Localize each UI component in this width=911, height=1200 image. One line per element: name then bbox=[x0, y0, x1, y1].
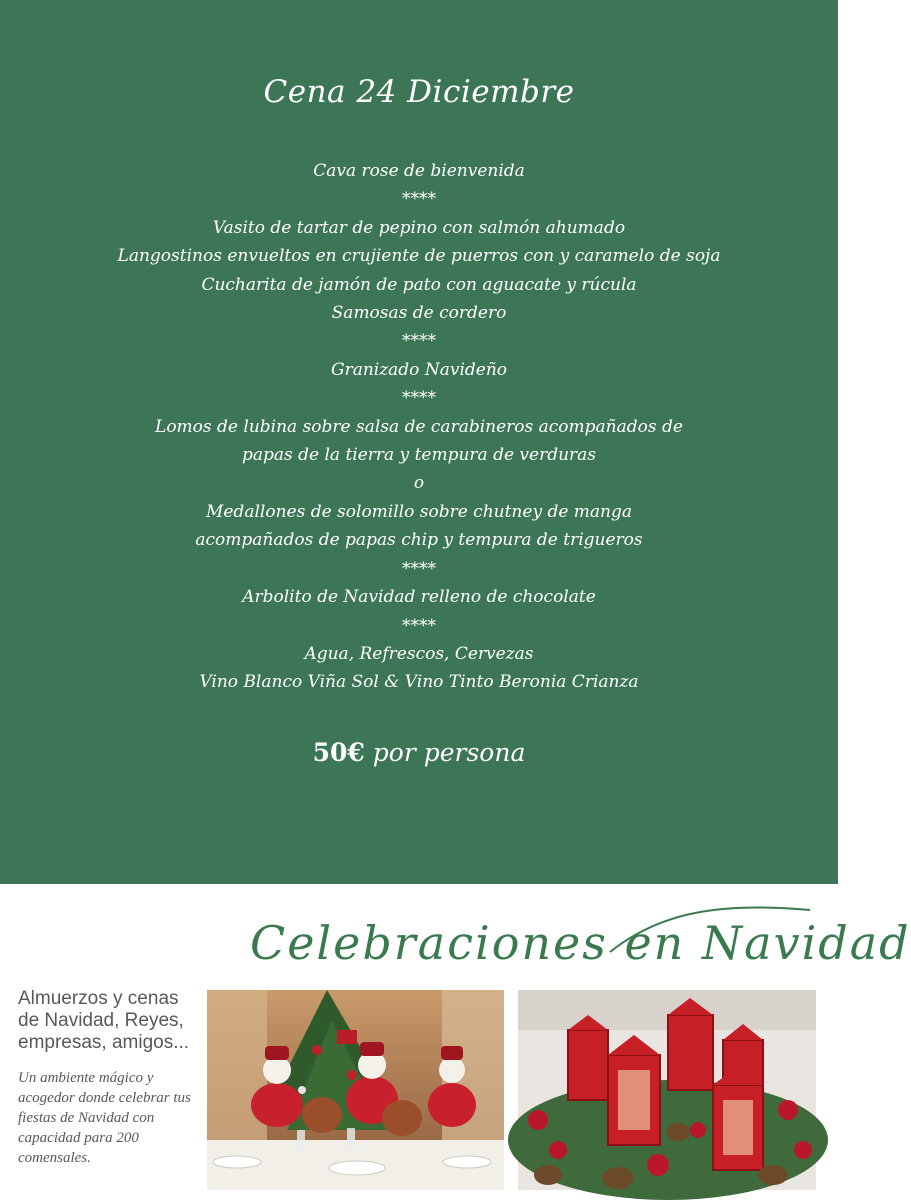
menu-price bbox=[0, 738, 838, 767]
menu-line: Medallones de solomillo sobre chutney de manga bbox=[205, 501, 633, 522]
price-amount: 50€ bbox=[312, 738, 365, 767]
promo-intro: Almuerzos y cenas de Navidad, Reyes, empresas, amigos... bbox=[18, 988, 190, 1053]
menu-line: Vasito de tartar de pepino con salmón ahumado bbox=[212, 217, 626, 238]
menu-line: Cava rose de bienvenida bbox=[313, 161, 525, 181]
promo-body: Un ambiente mágico y acogedor donde celebrar tus fiestas de Navidad con capacidad para 200 comensales. bbox=[18, 1070, 191, 1166]
menu-option-separator: o bbox=[413, 473, 425, 494]
photo-lantern-centerpiece bbox=[518, 990, 816, 1190]
menu-line: Arbolito de Navidad relleno de chocolate bbox=[242, 587, 596, 608]
promo-heading: Celebraciones en Navidad bbox=[250, 916, 911, 970]
menu-line: Samosas de cordero bbox=[331, 303, 507, 324]
menu-title: Cena 24 Diciembre bbox=[263, 74, 575, 110]
menu-line: Vino Blanco Viña Sol & Vino Tinto Beronia Crianza bbox=[199, 672, 639, 693]
promo-section bbox=[0, 884, 911, 1200]
menu-line: Agua, Refrescos, Cervezas bbox=[304, 643, 534, 664]
menu-line: Lomos de lubina sobre salsa de carabineros acompañados de bbox=[155, 416, 683, 437]
menu-line: Langostinos envueltos en crujiente de puerros con y caramelo de soja bbox=[117, 246, 721, 267]
menu-line: Granizado Navideño bbox=[330, 359, 508, 380]
menu-line: papas de la tierra y tempura de verduras bbox=[241, 445, 597, 466]
menu-course-list bbox=[0, 157, 838, 697]
menu-separator: **** bbox=[402, 331, 436, 352]
photo-snowman-table bbox=[207, 990, 504, 1190]
menu-line: Cucharita de jamón de pato con aguacate y rúcula bbox=[201, 274, 637, 295]
menu-separator: **** bbox=[402, 388, 436, 409]
menu-separator: **** bbox=[402, 558, 436, 579]
menu-line: acompañados de papas chip y tempura de trigueros bbox=[195, 530, 643, 551]
price-suffix: por persona bbox=[372, 738, 526, 767]
menu-separator: **** bbox=[402, 615, 436, 636]
menu-separator: **** bbox=[402, 189, 436, 210]
